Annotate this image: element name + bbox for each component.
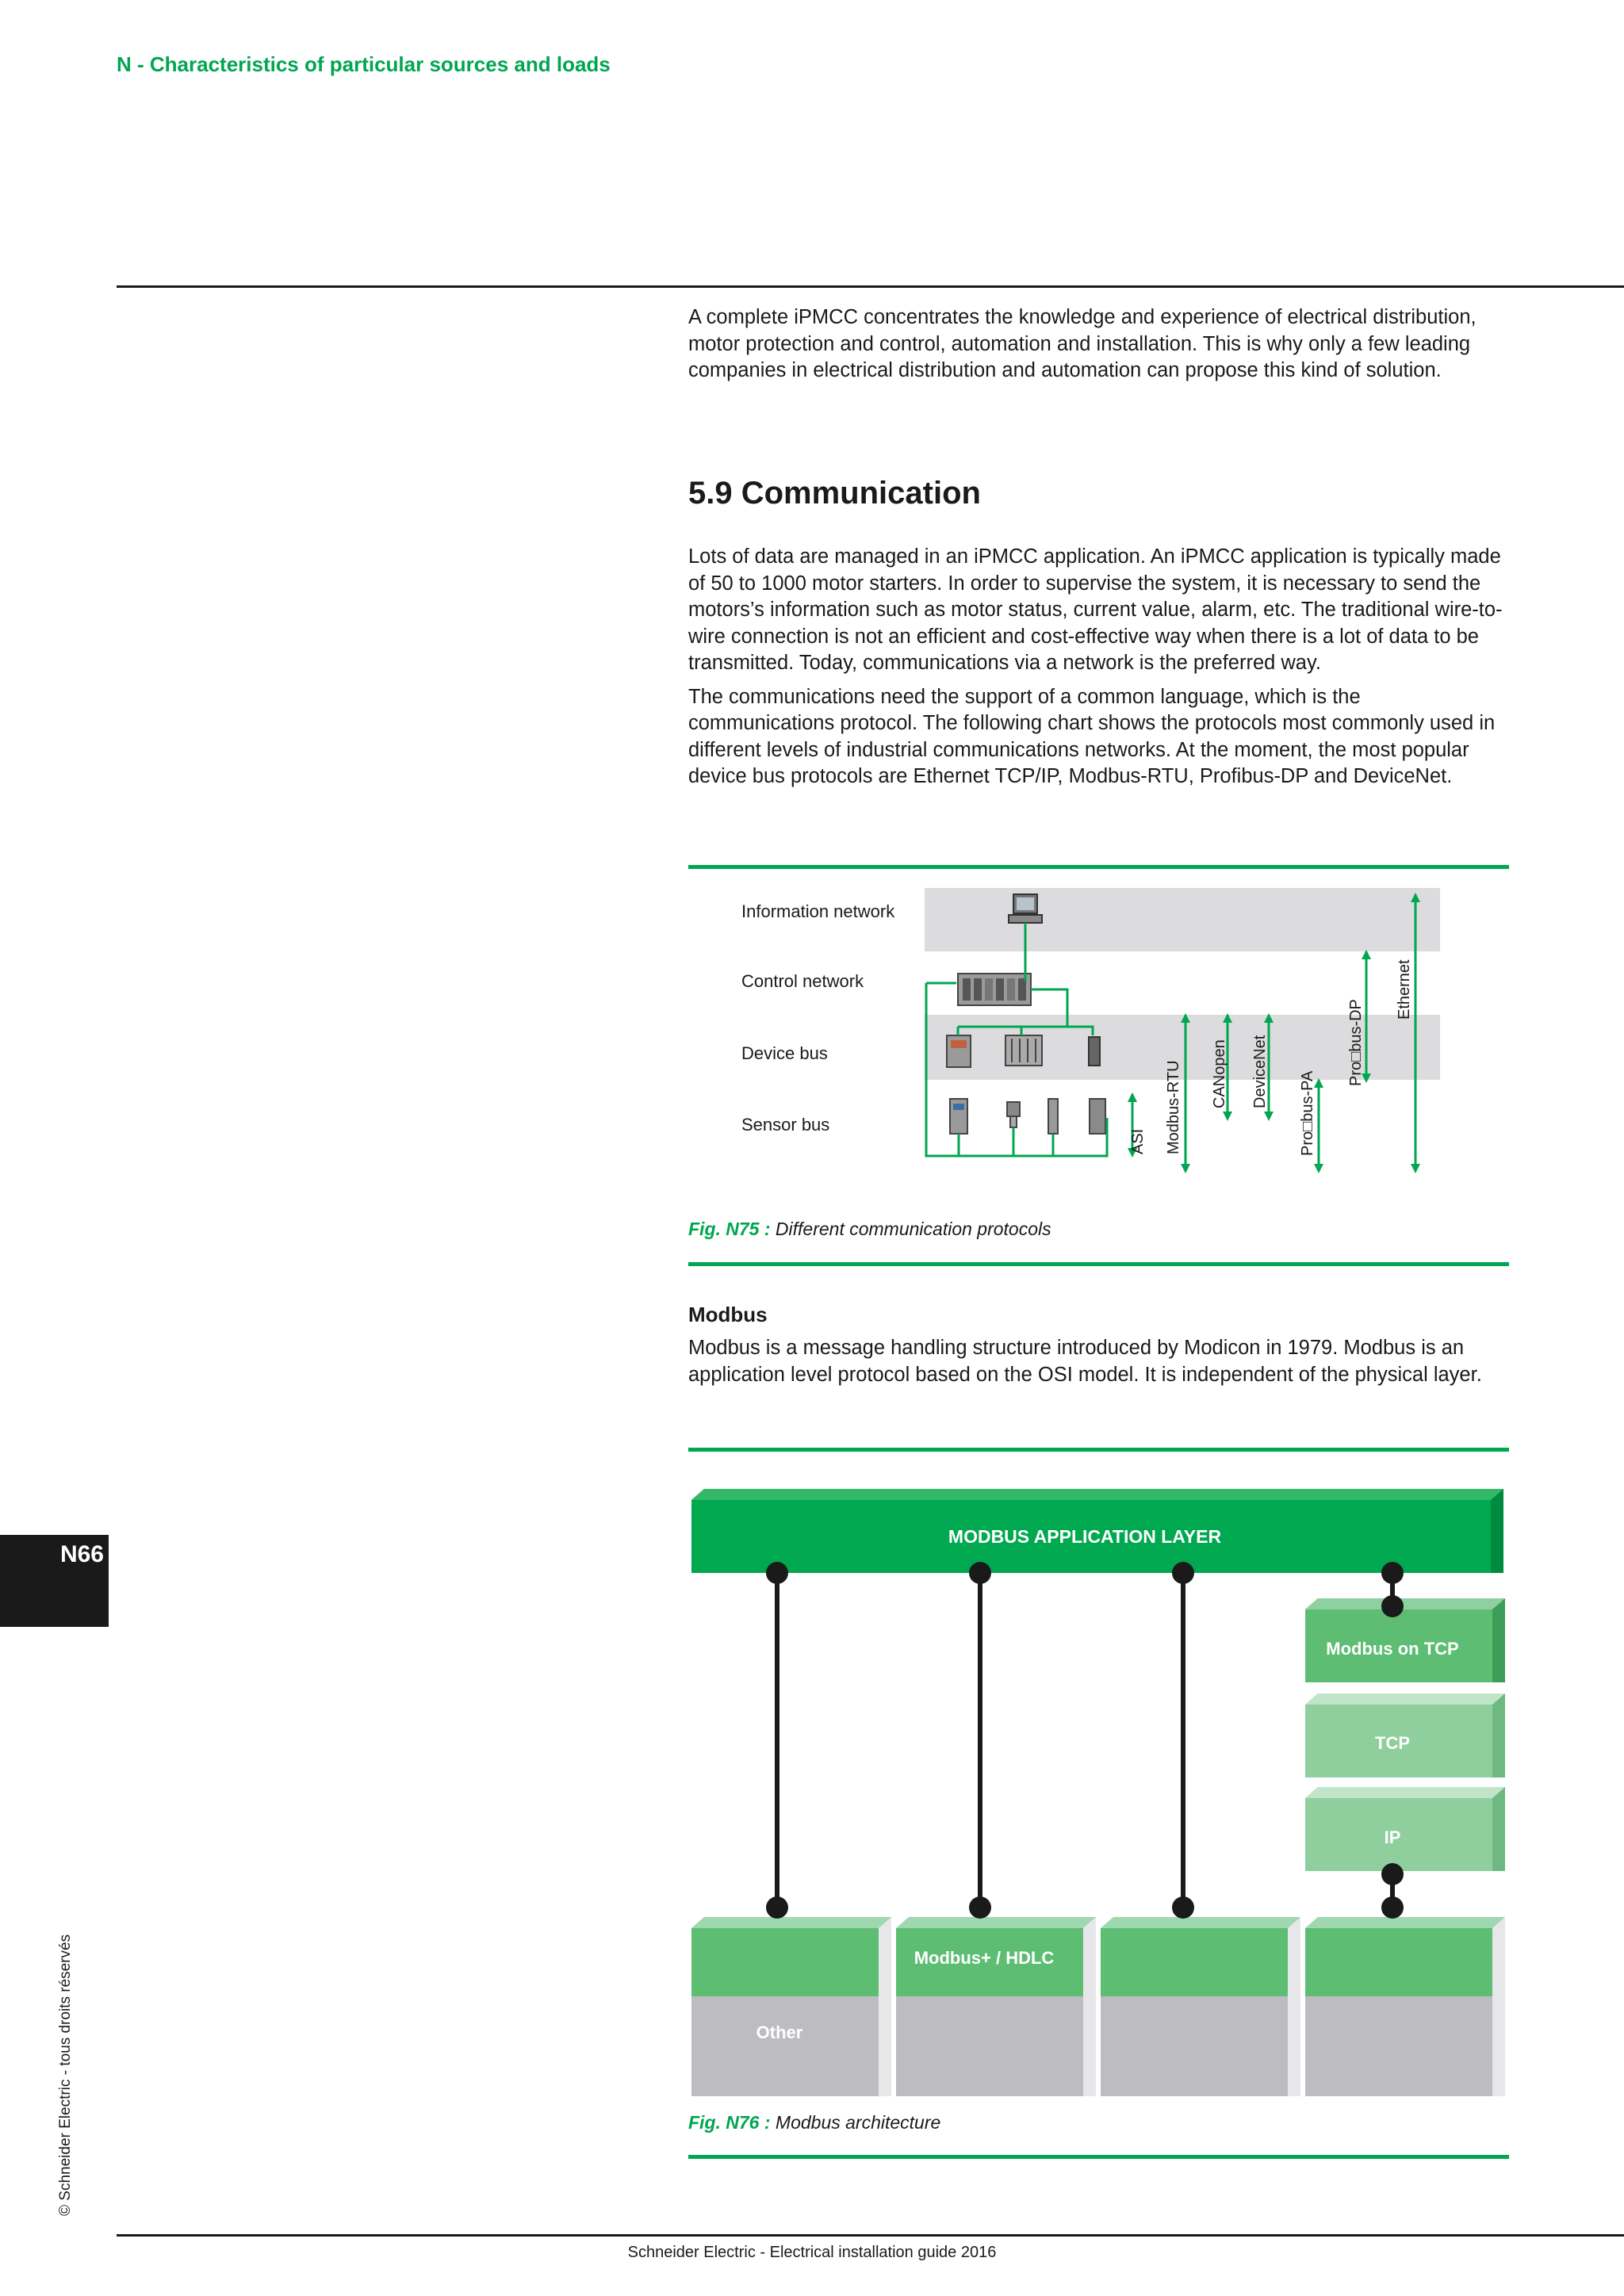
- modbus-heading: Modbus: [688, 1303, 768, 1326]
- copyright-notice: © Schneider Electric - tous droits réservés: [57, 1934, 74, 2216]
- protocol-label-profibus-dp: Pro□bus-DP: [1347, 999, 1365, 1086]
- stack-label-tcp: TCP: [1375, 1733, 1410, 1753]
- footer-text: Schneider Electric - Electrical installation guide 2016: [627, 2244, 997, 2261]
- protocol-label-modbus-rtu: Modbus-RTU: [1165, 1060, 1182, 1154]
- modbus-body: [688, 1335, 1509, 1395]
- bottom-block-4: [1305, 1917, 1505, 2096]
- section-paragraph-1: Lots of data are managed in an iPMCC application. An iPMCC application is typically made of 50 to 1000 motor starters. In order to supervise the system, it is necessary to send the motors’s information such as motor status, current value, alarm, etc. The traditional wire-to-wire connection is not an efficient and cost-effective way when there is a lot of data to be transmitted. Today, communications via a network is the preferred way.: [688, 545, 1503, 674]
- protocol-label-ethernet: Ethernet: [1396, 959, 1413, 1020]
- fig75-protocol-diagram: [688, 872, 1509, 1205]
- stack-modbus-on-tcp: [1305, 1598, 1505, 1682]
- fig75-bottom-rule: [688, 1262, 1509, 1266]
- page-tab: [0, 1535, 109, 1627]
- intro-block: [688, 304, 1509, 392]
- bottom-block-2: [896, 1917, 1096, 2096]
- computer-icon: [1009, 894, 1042, 923]
- level-label-control: Control network: [741, 971, 864, 991]
- protocol-label-canopen: CANopen: [1211, 1039, 1228, 1108]
- stack-tcp: [1305, 1693, 1505, 1777]
- level-label-sensor: Sensor bus: [741, 1115, 830, 1135]
- plc-rack-icon: [958, 974, 1031, 1005]
- fig76-bottom-rule: [688, 2155, 1509, 2159]
- connector-lines: [777, 1573, 1392, 1908]
- stack-label-ip: IP: [1384, 1827, 1401, 1847]
- bottom-block-3: [1101, 1917, 1300, 2096]
- device-io-module-icon: [1005, 1035, 1042, 1066]
- sensor-module-icon: [1090, 1099, 1105, 1134]
- page-number: N66: [59, 1541, 104, 1567]
- band-information-network: [925, 888, 1440, 951]
- top-rule: [117, 285, 1624, 288]
- app-layer-label: MODBUS APPLICATION LAYER: [948, 1526, 1222, 1547]
- level-label-information: Information network: [741, 901, 895, 921]
- fig76-caption-text: Modbus architecture: [770, 2112, 941, 2133]
- section-heading: 5.9 Communication: [688, 476, 981, 511]
- fig76-caption-number: Fig. N76 :: [688, 2112, 771, 2133]
- fig75-caption: [688, 1219, 1509, 1240]
- device-drive-icon: [947, 1035, 971, 1067]
- fig76-caption: [688, 2112, 1509, 2133]
- protocol-label-asi: ASI: [1129, 1128, 1147, 1154]
- app-layer-block: [691, 1489, 1503, 1573]
- protocol-label-profibus-pa: Pro□bus-PA: [1299, 1070, 1316, 1156]
- section-body: [688, 544, 1509, 798]
- running-header: N - Characteristics of particular sources and loads: [117, 52, 611, 76]
- modbus-paragraph: Modbus is a message handling structure introduced by Modicon in 1979. Modbus is an application level protocol based on the OSI model. It is independent of the physical layer.: [688, 1337, 1482, 1386]
- bottom-block-1: [691, 1917, 891, 2096]
- fig75-top-rule: [688, 865, 1509, 869]
- fig75-caption-text: Different communication protocols: [770, 1219, 1051, 1239]
- fig76-top-rule: [688, 1448, 1509, 1452]
- bottom-rule: [117, 2234, 1624, 2237]
- level-label-device: Device bus: [741, 1043, 828, 1063]
- sensor-starter-icon: [950, 1099, 967, 1134]
- intro-paragraph: A complete iPMCC concentrates the knowledge and experience of electrical distribution, motor protection and control, automation and installation. This is why only a few leading companies in electrical distribution and automation can propose this kind of solution.: [688, 306, 1477, 381]
- protocol-label-devicenet: DeviceNet: [1251, 1035, 1269, 1108]
- bottom-label-other: Other: [756, 2022, 803, 2042]
- sensor-proximity-icon: [1007, 1102, 1020, 1127]
- stack-ip: [1305, 1787, 1505, 1871]
- device-terminal-icon: [1089, 1037, 1100, 1066]
- sensor-light-icon: [1048, 1099, 1058, 1134]
- fig76-modbus-architecture: [688, 1483, 1509, 2101]
- bottom-label-modbus-plus: Modbus+ / HDLC: [914, 1948, 1055, 1968]
- stack-label-modbus-on-tcp: Modbus on TCP: [1326, 1639, 1459, 1659]
- section-paragraph-2: The communications need the support of a common language, which is the communications protocol. The following chart shows the protocols most commonly used in different levels of industrial communications networks. At the moment, the most popular device bus protocols are Ethernet TCP/IP, Modbus-RTU, Profibus-DP and DeviceNet.: [688, 685, 1496, 787]
- fig75-caption-number: Fig. N75 :: [688, 1219, 771, 1239]
